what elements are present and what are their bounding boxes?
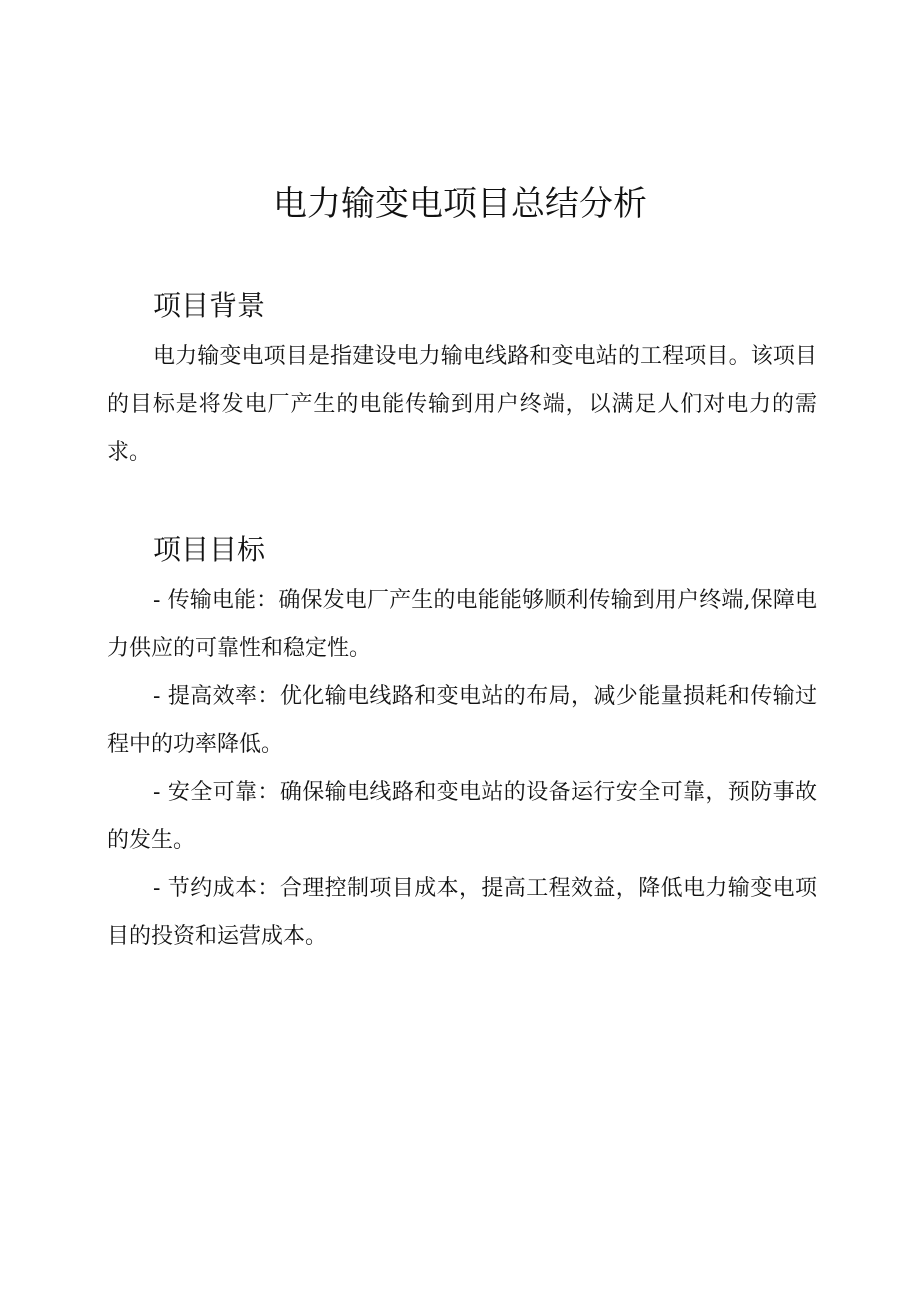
goal-item-transmission: - 传输电能：确保发电厂产生的电能能够顺利传输到用户终端,保障电力供应的可靠性和稳定性。 — [107, 588, 817, 661]
section-heading-goals: 项目目标 — [153, 533, 266, 566]
goal-item-safety: - 安全可靠：确保输电线路和变电站的设备运行安全可靠，预防事故的发生。 — [107, 780, 817, 853]
goal-item-cost: - 节约成本：合理控制项目成本，提高工程效益，降低电力输变电项目的投资和运营成本。 — [107, 876, 817, 949]
section-heading-background: 项目背景 — [153, 289, 266, 322]
goal-item-efficiency: - 提高效率：优化输电线路和变电站的布局，减少能量损耗和传输过程中的功率降低。 — [107, 684, 817, 757]
document-title: 电力输变电项目总结分析 — [273, 184, 647, 224]
background-paragraph: 电力输变电项目是指建设电力输电线路和变电站的工程项目。该项目的目标是将发电厂产生的电能传输到用户终端，以满足人们对电力的需求。 — [107, 344, 817, 465]
